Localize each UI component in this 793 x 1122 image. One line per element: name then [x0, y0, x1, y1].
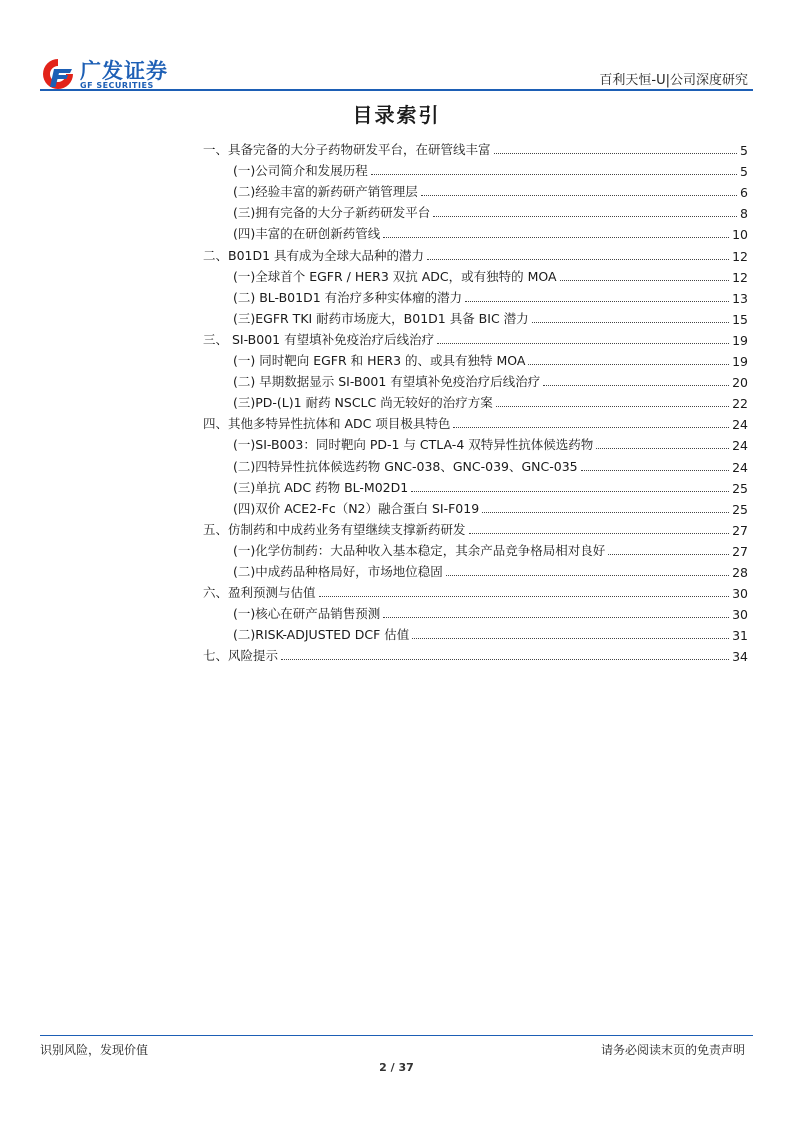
- toc-entry-page: 19: [732, 332, 748, 348]
- toc-entry-page: 13: [732, 290, 748, 306]
- toc-entry-label: 三、 SI-B001 有望填补免疫治疗后线治疗: [203, 331, 435, 347]
- toc-leader-dots: [383, 237, 729, 238]
- toc-entry-label: 二、B01D1 具有成为全球大品种的潜力: [203, 247, 425, 263]
- toc-entry-page: 30: [732, 607, 748, 623]
- toc-entry-page: 24: [732, 459, 748, 475]
- page-number: 2 / 37: [379, 1061, 414, 1074]
- toc-leader-dots: [411, 491, 729, 492]
- toc-entry-label: (二)中成药品种格局好，市场地位稳固: [233, 563, 443, 579]
- toc-title: 目录索引: [352, 103, 441, 127]
- toc-entry-label: 五、仿制药和中成药业务有望继续支撑新药研发: [203, 521, 466, 537]
- toc-entry-page: 22: [732, 396, 748, 412]
- toc-entry[interactable]: [203, 601, 748, 622]
- toc-leader-dots: [543, 385, 729, 386]
- toc-entry-page: 25: [732, 501, 748, 517]
- toc-entry-label: (三)EGFR TKI 耐药市场庞大，B01D1 具备 BIC 潜力: [233, 310, 529, 326]
- toc-entry[interactable]: [203, 559, 748, 580]
- toc-leader-dots: [596, 448, 729, 449]
- toc-entry-page: 12: [732, 248, 748, 264]
- toc-entry-page: 15: [732, 311, 748, 327]
- toc-entry[interactable]: [203, 432, 748, 453]
- toc-entry-page: 34: [732, 649, 748, 665]
- toc-entry-page: 30: [732, 586, 748, 602]
- toc-entry-label: (一)化学仿制药：大品种收入基本稳定，其余产品竞争格局相对良好: [233, 542, 606, 558]
- toc-entry[interactable]: [203, 453, 748, 474]
- toc-entry-label: (二) BL-B01D1 有治疗多种实体瘤的潜力: [233, 289, 463, 305]
- toc-leader-dots: [371, 174, 737, 175]
- toc-entry[interactable]: [203, 496, 748, 517]
- table-of-contents: [203, 137, 748, 664]
- toc-entry-page: 31: [732, 628, 748, 644]
- toc-entry-label: 六、盈利预测与估值: [203, 585, 316, 601]
- logo-english-name: GF SECURITIES: [80, 81, 154, 90]
- company-logo: [40, 55, 170, 93]
- toc-entry-page: 12: [732, 269, 748, 285]
- footer-disclaimer: 请务必阅读末页的免责声明: [600, 1043, 745, 1057]
- toc-entry[interactable]: [203, 517, 748, 538]
- toc-entry-label: (二)RISK-ADJUSTED DCF 估值: [233, 627, 410, 643]
- toc-leader-dots: [496, 406, 729, 407]
- toc-entry-page: 8: [740, 206, 748, 222]
- toc-entry-page: 24: [732, 438, 748, 454]
- toc-entry-page: 27: [732, 543, 748, 559]
- toc-entry[interactable]: [203, 242, 748, 263]
- document-label: 百利天恒-U|公司深度研究: [599, 73, 748, 88]
- toc-leader-dots: [446, 575, 729, 576]
- toc-leader-dots: [560, 280, 730, 281]
- toc-entry-label: (四)丰富的在研创新药管线: [233, 226, 381, 242]
- toc-entry-page: 28: [732, 564, 748, 580]
- toc-leader-dots: [532, 322, 729, 323]
- toc-entry[interactable]: [203, 348, 748, 369]
- toc-entry-label: 七、风险提示: [203, 648, 279, 664]
- toc-entry-label: (四)双价 ACE2-Fc（N2）融合蛋白 SI-F019: [233, 500, 480, 516]
- toc-leader-dots: [383, 617, 729, 618]
- toc-entry-page: 5: [740, 143, 748, 159]
- toc-leader-dots: [281, 659, 729, 660]
- toc-leader-dots: [465, 301, 729, 302]
- toc-entry[interactable]: [203, 411, 748, 432]
- toc-entry-page: 10: [732, 227, 748, 243]
- toc-entry-label: 一、具备完备的大分子药物研发平台，在研管线丰富: [203, 142, 491, 158]
- toc-entry[interactable]: [203, 200, 748, 221]
- toc-entry[interactable]: [203, 369, 748, 390]
- toc-entry[interactable]: [203, 264, 748, 285]
- toc-entry-label: (一)核心在研产品销售预测: [233, 606, 381, 622]
- toc-entry[interactable]: [203, 580, 748, 601]
- toc-leader-dots: [427, 259, 729, 260]
- toc-leader-dots: [494, 153, 738, 154]
- toc-entry-label: (三)单抗 ADC 药物 BL-M02D1: [233, 479, 409, 495]
- toc-entry-page: 19: [732, 354, 748, 370]
- gf-logo-icon: [40, 57, 76, 89]
- toc-entry-label: (二) 早期数据显示 SI-B001 有望填补免疫治疗后线治疗: [233, 374, 541, 390]
- header-divider: [40, 89, 753, 91]
- toc-entry[interactable]: [203, 221, 748, 242]
- toc-entry[interactable]: [203, 285, 748, 306]
- toc-entry-label: (一)SI-B003：同时靶向 PD-1 与 CTLA-4 双特异性抗体候选药物: [233, 437, 594, 453]
- toc-leader-dots: [421, 195, 737, 196]
- logo-chinese-name: 广发证券: [80, 59, 168, 83]
- toc-entry-label: (二)四特异性抗体候选药物 GNC-038、GNC-039、GNC-035: [233, 458, 578, 474]
- toc-leader-dots: [433, 216, 737, 217]
- toc-entry[interactable]: [203, 179, 748, 200]
- toc-entry-page: 6: [740, 185, 748, 201]
- toc-entry[interactable]: [203, 137, 748, 158]
- footer-slogan: 识别风险，发现价值: [40, 1043, 149, 1057]
- toc-entry[interactable]: [203, 158, 748, 179]
- toc-leader-dots: [437, 343, 729, 344]
- toc-leader-dots: [482, 512, 729, 513]
- toc-leader-dots: [528, 364, 729, 365]
- toc-entry-page: 25: [732, 480, 748, 496]
- toc-leader-dots: [581, 470, 729, 471]
- toc-entry-label: (一)公司简介和发展历程: [233, 163, 368, 179]
- toc-entry-page: 27: [732, 522, 748, 538]
- toc-leader-dots: [319, 596, 730, 597]
- footer-divider: [40, 1035, 753, 1036]
- toc-entry[interactable]: [203, 475, 748, 496]
- toc-entry-label: 四、其他多特异性抗体和 ADC 项目极具特色: [203, 416, 451, 432]
- toc-entry-label: (一)全球首个 EGFR / HER3 双抗 ADC，或有独特的 MOA: [233, 268, 557, 284]
- toc-leader-dots: [608, 554, 729, 555]
- toc-entry-page: 5: [740, 164, 748, 180]
- toc-entry[interactable]: [203, 306, 748, 327]
- toc-entry-label: (三)PD-(L)1 耐药 NSCLC 尚无较好的治疗方案: [233, 395, 493, 411]
- toc-entry-label: (二)经验丰富的新药研产销管理层: [233, 184, 418, 200]
- toc-entry-label: (三)拥有完备的大分子新药研发平台: [233, 205, 431, 221]
- toc-entry-label: (一) 同时靶向 EGFR 和 HER3 的、或具有独特 MOA: [233, 353, 526, 369]
- toc-entry[interactable]: [203, 390, 748, 411]
- toc-entry[interactable]: [203, 327, 748, 348]
- toc-entry[interactable]: [203, 538, 748, 559]
- toc-entry[interactable]: [203, 643, 748, 664]
- toc-leader-dots: [453, 427, 729, 428]
- toc-entry-page: 20: [732, 375, 748, 391]
- toc-entry[interactable]: [203, 622, 748, 643]
- toc-leader-dots: [469, 533, 730, 534]
- toc-entry-page: 24: [732, 417, 748, 433]
- toc-leader-dots: [412, 638, 729, 639]
